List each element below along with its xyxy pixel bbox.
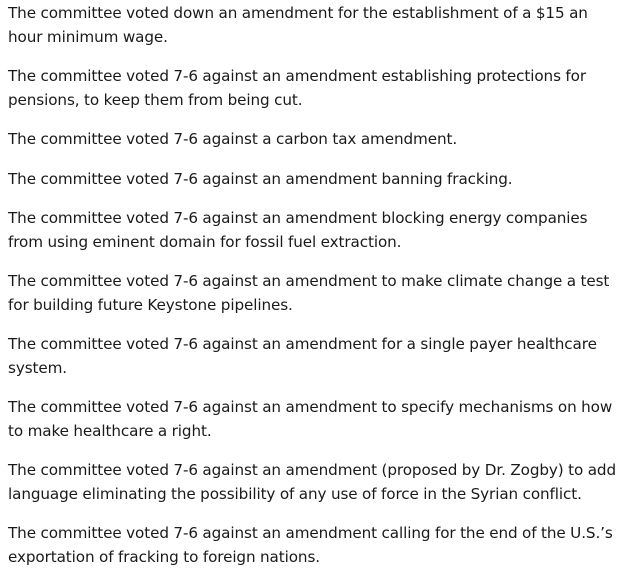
paragraph-syria: The committee voted 7-6 against an amendment (proposed by Dr. Zogby) to add language eliminating the possibility of any use of force in the Syrian conflict. [8,461,617,503]
paragraph-fracking-export: The committee voted 7-6 against an amendment calling for the end of the U.S.’s exportation of fracking to foreign nations. [8,524,613,566]
paragraph-fracking-ban: The committee voted 7-6 against an amendment banning fracking. [8,169,513,188]
paragraph-healthcare-right: The committee voted 7-6 against an amendment to specify mechanisms on how to make healthcare a right. [8,398,613,440]
paragraph-minimum-wage: The committee voted down an amendment for the establishment of a $15 an hour minimum wage. [8,4,588,46]
paragraph-keystone: The committee voted 7-6 against an amendment to make climate change a test for building future Keystone pipelines. [8,272,610,314]
paragraph-single-payer: The committee voted 7-6 against an amendment for a single payer healthcare system. [8,335,597,377]
paragraph-carbon-tax: The committee voted 7-6 against a carbon tax amendment. [8,130,458,148]
paragraph-eminent-domain: The committee voted 7-6 against an amendment blocking energy companies from using eminent domain for fossil fuel extraction. [8,209,588,251]
paragraph-pensions: The committee voted 7-6 against an amendment establishing protections for pensions, to keep them from being cut. [8,67,586,109]
